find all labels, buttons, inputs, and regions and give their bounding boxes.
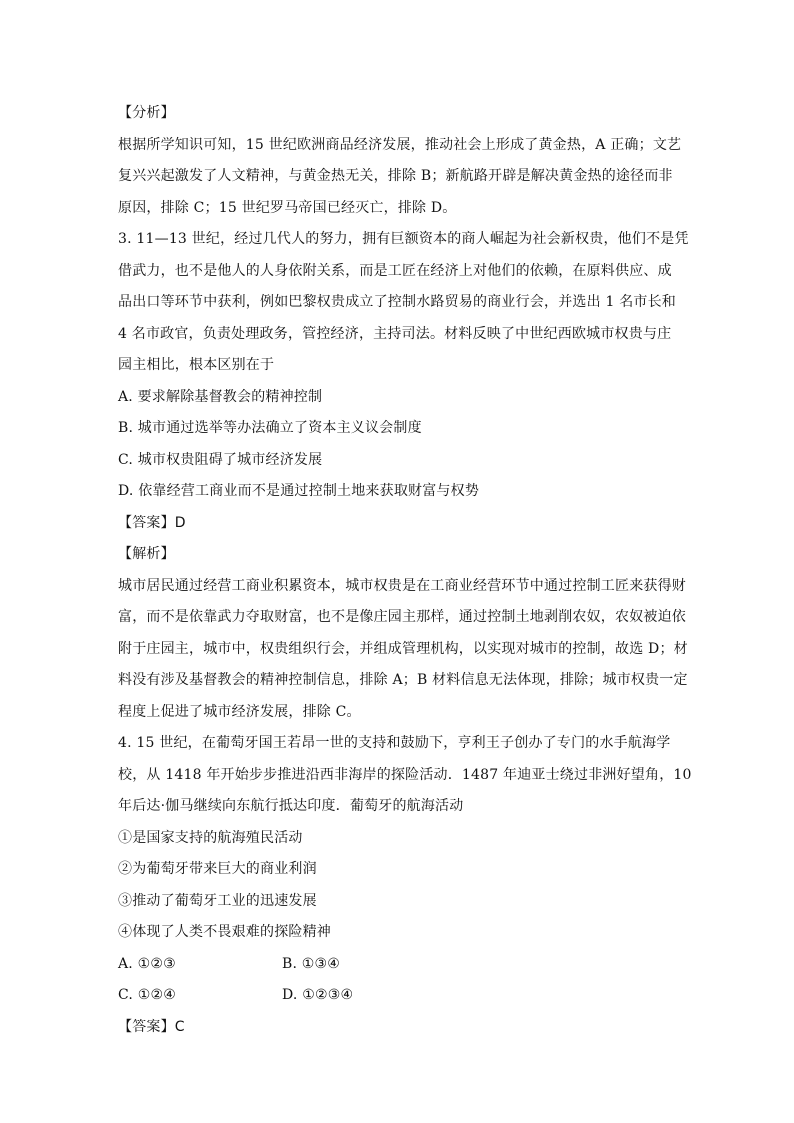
analysis-line-1: 根据所学知识可知，15 世纪欧洲商品经济发展，推动社会上形成了黄金热，A 正确；文艺 [118, 136, 682, 153]
q4-option-c: C. ①②④ [118, 987, 176, 1003]
q4-option-a: A. ①②③ [118, 955, 176, 972]
q4-options-row-1 [118, 949, 678, 981]
q3-stem-line-4: 4 名市政官，负责处理政务，管控经济，主持司法。材料反映了中世纪西欧城市权贵与庄 [118, 325, 672, 342]
q3-explain-line-5: 程度上促进了城市经济发展，排除 C。 [118, 703, 361, 720]
q3-explain-line-4: 料没有涉及基督教会的精神控制信息，排除 A；B 材料信息无法体现，排除；城市权贵一定 [118, 672, 688, 688]
q4-answer: 【答案】C [118, 1018, 185, 1035]
q3-stem-line-2: 借武力，也不是他人的人身依附关系，而是工匠在经济上对他们的依赖，在原料供应、成 [118, 262, 672, 279]
q4-statement-2: ②为葡萄牙带来巨大的商业利润 [118, 861, 317, 877]
analysis-line-3: 原因，排除 C；15 世纪罗马帝国已经灭亡，排除 D。 [118, 199, 457, 216]
q4-statement-4: ④体现了人类不畏艰难的探险精神 [118, 924, 331, 940]
q3-stem-line-5: 园主相比，根本区别在于 [118, 357, 275, 373]
q4-stem-line-2: 校，从 1418 年开始步步推进沿西非海岸的探险活动．1487 年迪亚士绕过非洲好望角，10 [118, 766, 692, 783]
q3-option-c: C. 城市权贵阻碍了城市经济发展 [118, 451, 323, 468]
q4-statement-3: ③推动了葡萄牙工业的迅速发展 [118, 892, 317, 909]
q4-options-row-2 [118, 980, 678, 1012]
q4-stem-line-1: 4. 15 世纪，在葡萄牙国王若昂一世的支持和鼓励下，亨利王子创办了专门的水手航海学 [118, 735, 671, 751]
q3-explain-label: 【解析】 [118, 546, 175, 562]
q4-option-b: B. ①③④ [282, 955, 341, 972]
q3-explain-line-1: 城市居民通过经营工商业积累资本，城市权贵是在工商业经营环节中通过控制工匠来获得财 [118, 577, 686, 594]
q3-explain-line-2: 富，而不是依靠武力夺取财富，也不是像庄园主那样，通过控制土地剥削农奴，农奴被迫依 [118, 609, 686, 625]
q3-option-b: B. 城市通过选举等办法确立了资本主义议会制度 [118, 420, 422, 436]
q3-stem-line-3: 品出口等环节中获利，例如巴黎权贵成立了控制水路贸易的商业行会，并选出 1 名市长和 [118, 294, 677, 310]
q4-statement-1: ①是国家支持的航海殖民活动 [118, 829, 303, 846]
document-page [118, 98, 692, 1043]
q3-option-a: A. 要求解除基督教会的精神控制 [118, 388, 323, 405]
q3-option-d: D. 依靠经营工商业而不是通过控制土地来获取财富与权势 [118, 483, 480, 499]
q4-stem-line-3: 年后达·伽马继续向东航行抵达印度．葡萄牙的航海活动 [118, 798, 464, 814]
q3-stem-line-1: 3. 11—13 世纪，经过几代人的努力，拥有巨额资本的商人崛起为社会新权贵，他们不是凭 [118, 231, 689, 247]
q3-explain-line-3: 附于庄园主，城市中，权贵组织行会，并组成管理机构，以实现对城市的控制，故选 D；材 [118, 640, 688, 657]
analysis-label: 【分析】 [118, 105, 175, 121]
analysis-line-2: 复兴兴起激发了人文精神，与黄金热无关，排除 B；新航路开辟是解决黄金热的途径而非 [118, 168, 673, 184]
q4-option-d: D. ①②③④ [282, 987, 354, 1003]
q3-answer: 【答案】D [118, 514, 186, 531]
